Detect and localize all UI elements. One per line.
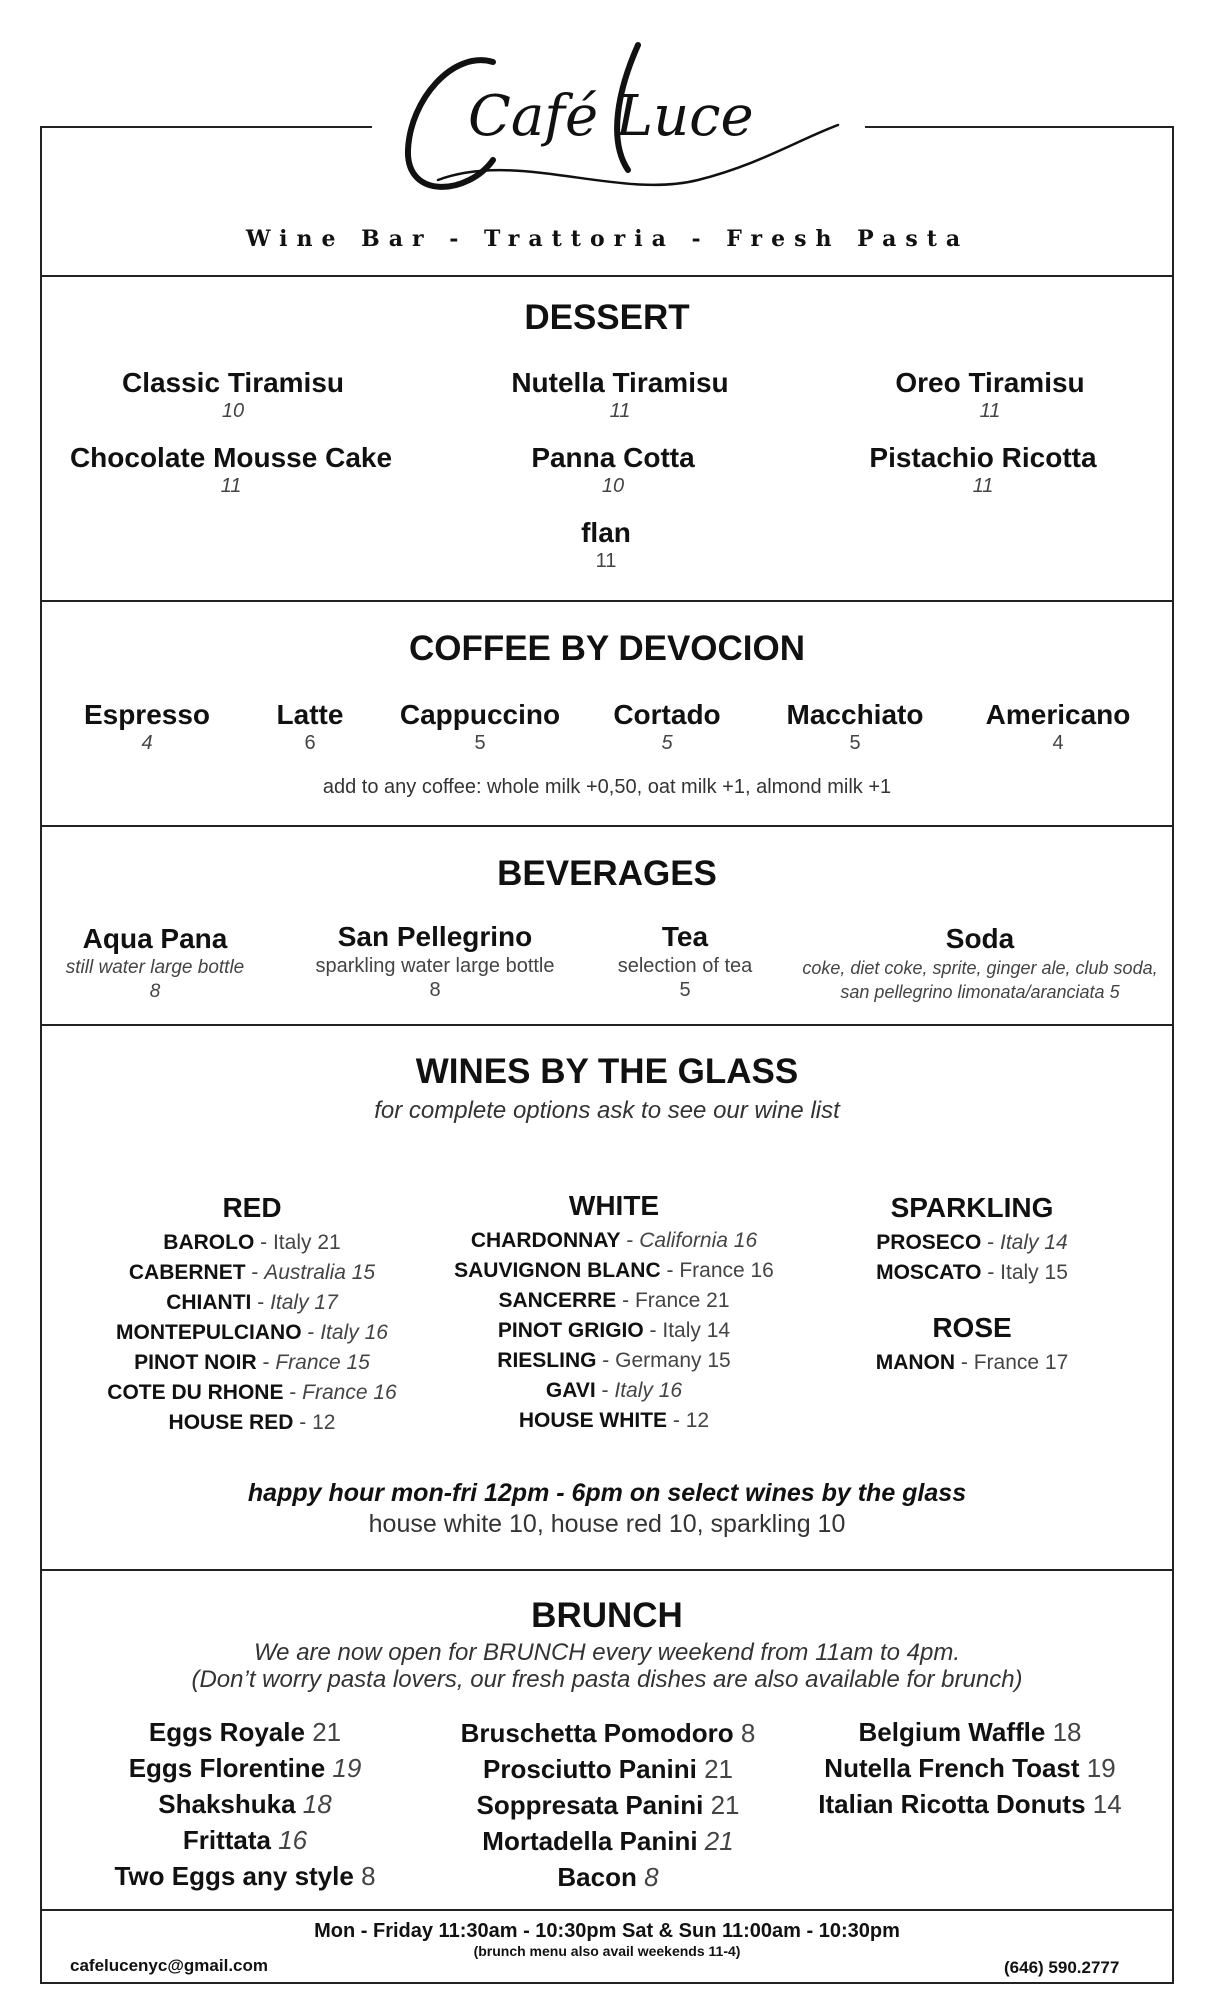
item-price: 10: [601, 475, 625, 497]
phone-number[interactable]: (646) 590.2777: [1004, 1958, 1120, 1977]
wine-row: HOUSE RED - 12: [168, 1411, 336, 1434]
item-price: 11: [609, 400, 631, 422]
happy-hour-prices: house white 10, house red 10, sparkling 10: [368, 1510, 846, 1538]
dessert-title: DESSERT: [524, 298, 690, 337]
item-name: Classic Tiramisu: [121, 367, 345, 398]
item-name: Soda: [945, 923, 1015, 954]
coffee-item: [760, 698, 950, 754]
item-price: 8: [149, 981, 161, 1002]
wine-row: PINOT GRIGIO - Italy 14: [497, 1319, 731, 1342]
item-price: 5: [474, 732, 486, 754]
wine-row: CABERNET - Australia 15: [128, 1261, 376, 1284]
wine-row: HOUSE WHITE - 12: [518, 1409, 710, 1432]
wine-row: SANCERRE - France 21: [498, 1289, 730, 1312]
dessert-item: [456, 516, 756, 572]
item-name: Macchiato: [786, 699, 924, 730]
brunch-item: Frittata 16: [182, 1825, 308, 1855]
wine-row: SAUVIGNON BLANC - France 16: [454, 1259, 774, 1282]
item-price: 8: [429, 979, 441, 1001]
logo-rule-left: [40, 126, 372, 128]
dessert-item: [815, 366, 1165, 422]
brunch-item: Nutella French Toast 19: [824, 1753, 1116, 1783]
item-price: 11: [220, 475, 242, 497]
opening-hours: Mon - Friday 11:30am - 10:30pm Sat & Sun 11:00am - 10:30pm: [314, 1920, 900, 1942]
bottom-border: [40, 1982, 1174, 1984]
coffee-item: [240, 698, 380, 754]
beverages-title: BEVERAGES: [497, 854, 717, 893]
coffee-milk-note: add to any coffee: whole milk +0,50, oat milk +1, almond milk +1: [322, 776, 892, 798]
happy-hour-title: happy hour mon-fri 12pm - 6pm on select wines by the glass: [247, 1479, 967, 1507]
brunch-item: Two Eggs any style 8: [114, 1861, 376, 1891]
beverage-item: [45, 922, 265, 1004]
wine-row: MONTEPULCIANO - Italy 16: [116, 1321, 388, 1344]
item-name: San Pellegrino: [337, 921, 533, 952]
item-desc: still water large bottle: [65, 957, 245, 978]
item-desc: coke, diet coke, sprite, ginger ale, club soda,: [802, 958, 1158, 978]
svg-text:Café Luce: Café Luce: [468, 84, 754, 149]
beverage-item: [590, 920, 780, 1002]
dessert-item: [445, 366, 795, 422]
wine-row: CHARDONNAY - California 16: [470, 1229, 758, 1252]
divider: [40, 1569, 1174, 1571]
item-name: Chocolate Mousse Cake: [69, 442, 393, 473]
wine-heading: ROSE: [932, 1312, 1012, 1343]
item-name: Oreo Tiramisu: [895, 367, 1085, 398]
wine-row: PINOT NOIR - France 15: [134, 1351, 370, 1374]
email-link[interactable]: cafelucenyc@gmail.com: [70, 1956, 268, 1975]
brunch-item: Prosciutto Panini 21: [483, 1754, 733, 1784]
item-price: 5: [679, 979, 691, 1001]
divider: [40, 600, 1174, 602]
wine-row: PROSECO - Italy 14: [876, 1231, 1068, 1254]
coffee-item: [385, 698, 575, 754]
beverage-item: [290, 920, 580, 1002]
brunch-column: [418, 1715, 798, 1895]
divider: [40, 1909, 1174, 1911]
brunch-item: Shakshuka 18: [158, 1789, 332, 1819]
item-desc: selection of tea: [617, 955, 753, 977]
coffee-item: [577, 698, 757, 754]
wine-column-red: [82, 1190, 422, 1438]
item-name: Panna Cotta: [531, 442, 695, 473]
wine-row: COTE DU RHONE - France 16: [107, 1381, 397, 1404]
item-desc: sparkling water large bottle: [315, 955, 555, 977]
brunch-item: Soppresata Panini 21: [476, 1790, 740, 1820]
item-name: Latte: [276, 699, 344, 730]
wine-row: MANON - France 17: [875, 1351, 1069, 1374]
wine-row: RIESLING - Germany 15: [497, 1349, 731, 1372]
coffee-item: [958, 698, 1158, 754]
brunch-item: Eggs Florentine 19: [128, 1753, 362, 1783]
tagline: Wine Bar - Trattoria - Fresh Pasta: [245, 226, 970, 252]
brunch-hours-note: (brunch menu also avail weekends 11-4): [473, 1943, 741, 1959]
item-price: 5: [849, 732, 861, 754]
item-name: Cappuccino: [399, 699, 561, 730]
wine-row: GAVI - Italy 16: [545, 1379, 683, 1402]
dessert-item: [438, 441, 788, 497]
wine-heading: RED: [222, 1192, 282, 1223]
divider: [40, 275, 1174, 277]
wine-row: CHIANTI - Italy 17: [166, 1291, 338, 1314]
item-name: Tea: [661, 921, 709, 952]
dessert-item: [808, 441, 1158, 497]
wine-column-sparkling: [802, 1190, 1142, 1378]
item-name: Pistachio Ricotta: [869, 442, 1097, 473]
item-price: 6: [304, 732, 316, 754]
wines-title: WINES BY THE GLASS: [415, 1052, 799, 1091]
item-name: Americano: [985, 699, 1131, 730]
item-name: Nutella Tiramisu: [511, 367, 729, 398]
wine-row: MOSCATO - Italy 15: [876, 1261, 1068, 1284]
item-price: 11: [972, 475, 994, 497]
item-price: 4: [1052, 732, 1064, 754]
item-price: 5: [661, 732, 673, 754]
beverage-item: [790, 922, 1170, 1004]
brunch-column: [55, 1714, 435, 1894]
brunch-intro: We are now open for BRUNCH every weekend from 11am to 4pm.: [253, 1639, 961, 1666]
brunch-intro: (Don’t worry pasta lovers, our fresh pasta dishes are also available for brunch): [191, 1666, 1023, 1693]
dessert-item: [58, 366, 408, 422]
item-price: 11: [979, 400, 1001, 422]
coffee-item: [57, 698, 237, 754]
brunch-item: Eggs Royale 21: [148, 1717, 342, 1747]
logo-rule-right: [865, 126, 1174, 128]
cafe-luce-logo: [398, 30, 858, 220]
wine-row: BAROLO - Italy 21: [163, 1231, 341, 1254]
divider: [40, 1024, 1174, 1026]
dessert-item: [51, 441, 411, 497]
item-price: 10: [221, 400, 245, 422]
item-name: Espresso: [83, 699, 211, 730]
brunch-item: Italian Ricotta Donuts 14: [818, 1789, 1122, 1819]
item-name: Aqua Pana: [82, 923, 228, 954]
brunch-item: Bruschetta Pomodoro 8: [460, 1718, 756, 1748]
wine-heading: WHITE: [568, 1190, 660, 1221]
wines-subtitle: for complete options ask to see our wine list: [374, 1097, 840, 1124]
brunch-item: Belgium Waffle 18: [858, 1717, 1082, 1747]
brunch-item: Mortadella Panini 21: [482, 1826, 734, 1856]
item-desc: san pellegrino limonata/aranciata 5: [840, 982, 1120, 1002]
wine-column-white: [444, 1188, 784, 1436]
item-price: 11: [595, 550, 617, 572]
coffee-title: COFFEE BY DEVOCION: [408, 629, 806, 668]
divider: [40, 825, 1174, 827]
item-name: Cortado: [613, 699, 721, 730]
brunch-title: BRUNCH: [531, 1596, 683, 1635]
brunch-item: Bacon 8: [557, 1862, 659, 1892]
item-price: 4: [141, 732, 153, 754]
brunch-column: [780, 1714, 1160, 1822]
item-name: flan: [581, 517, 631, 548]
wine-heading: SPARKLING: [890, 1192, 1054, 1223]
